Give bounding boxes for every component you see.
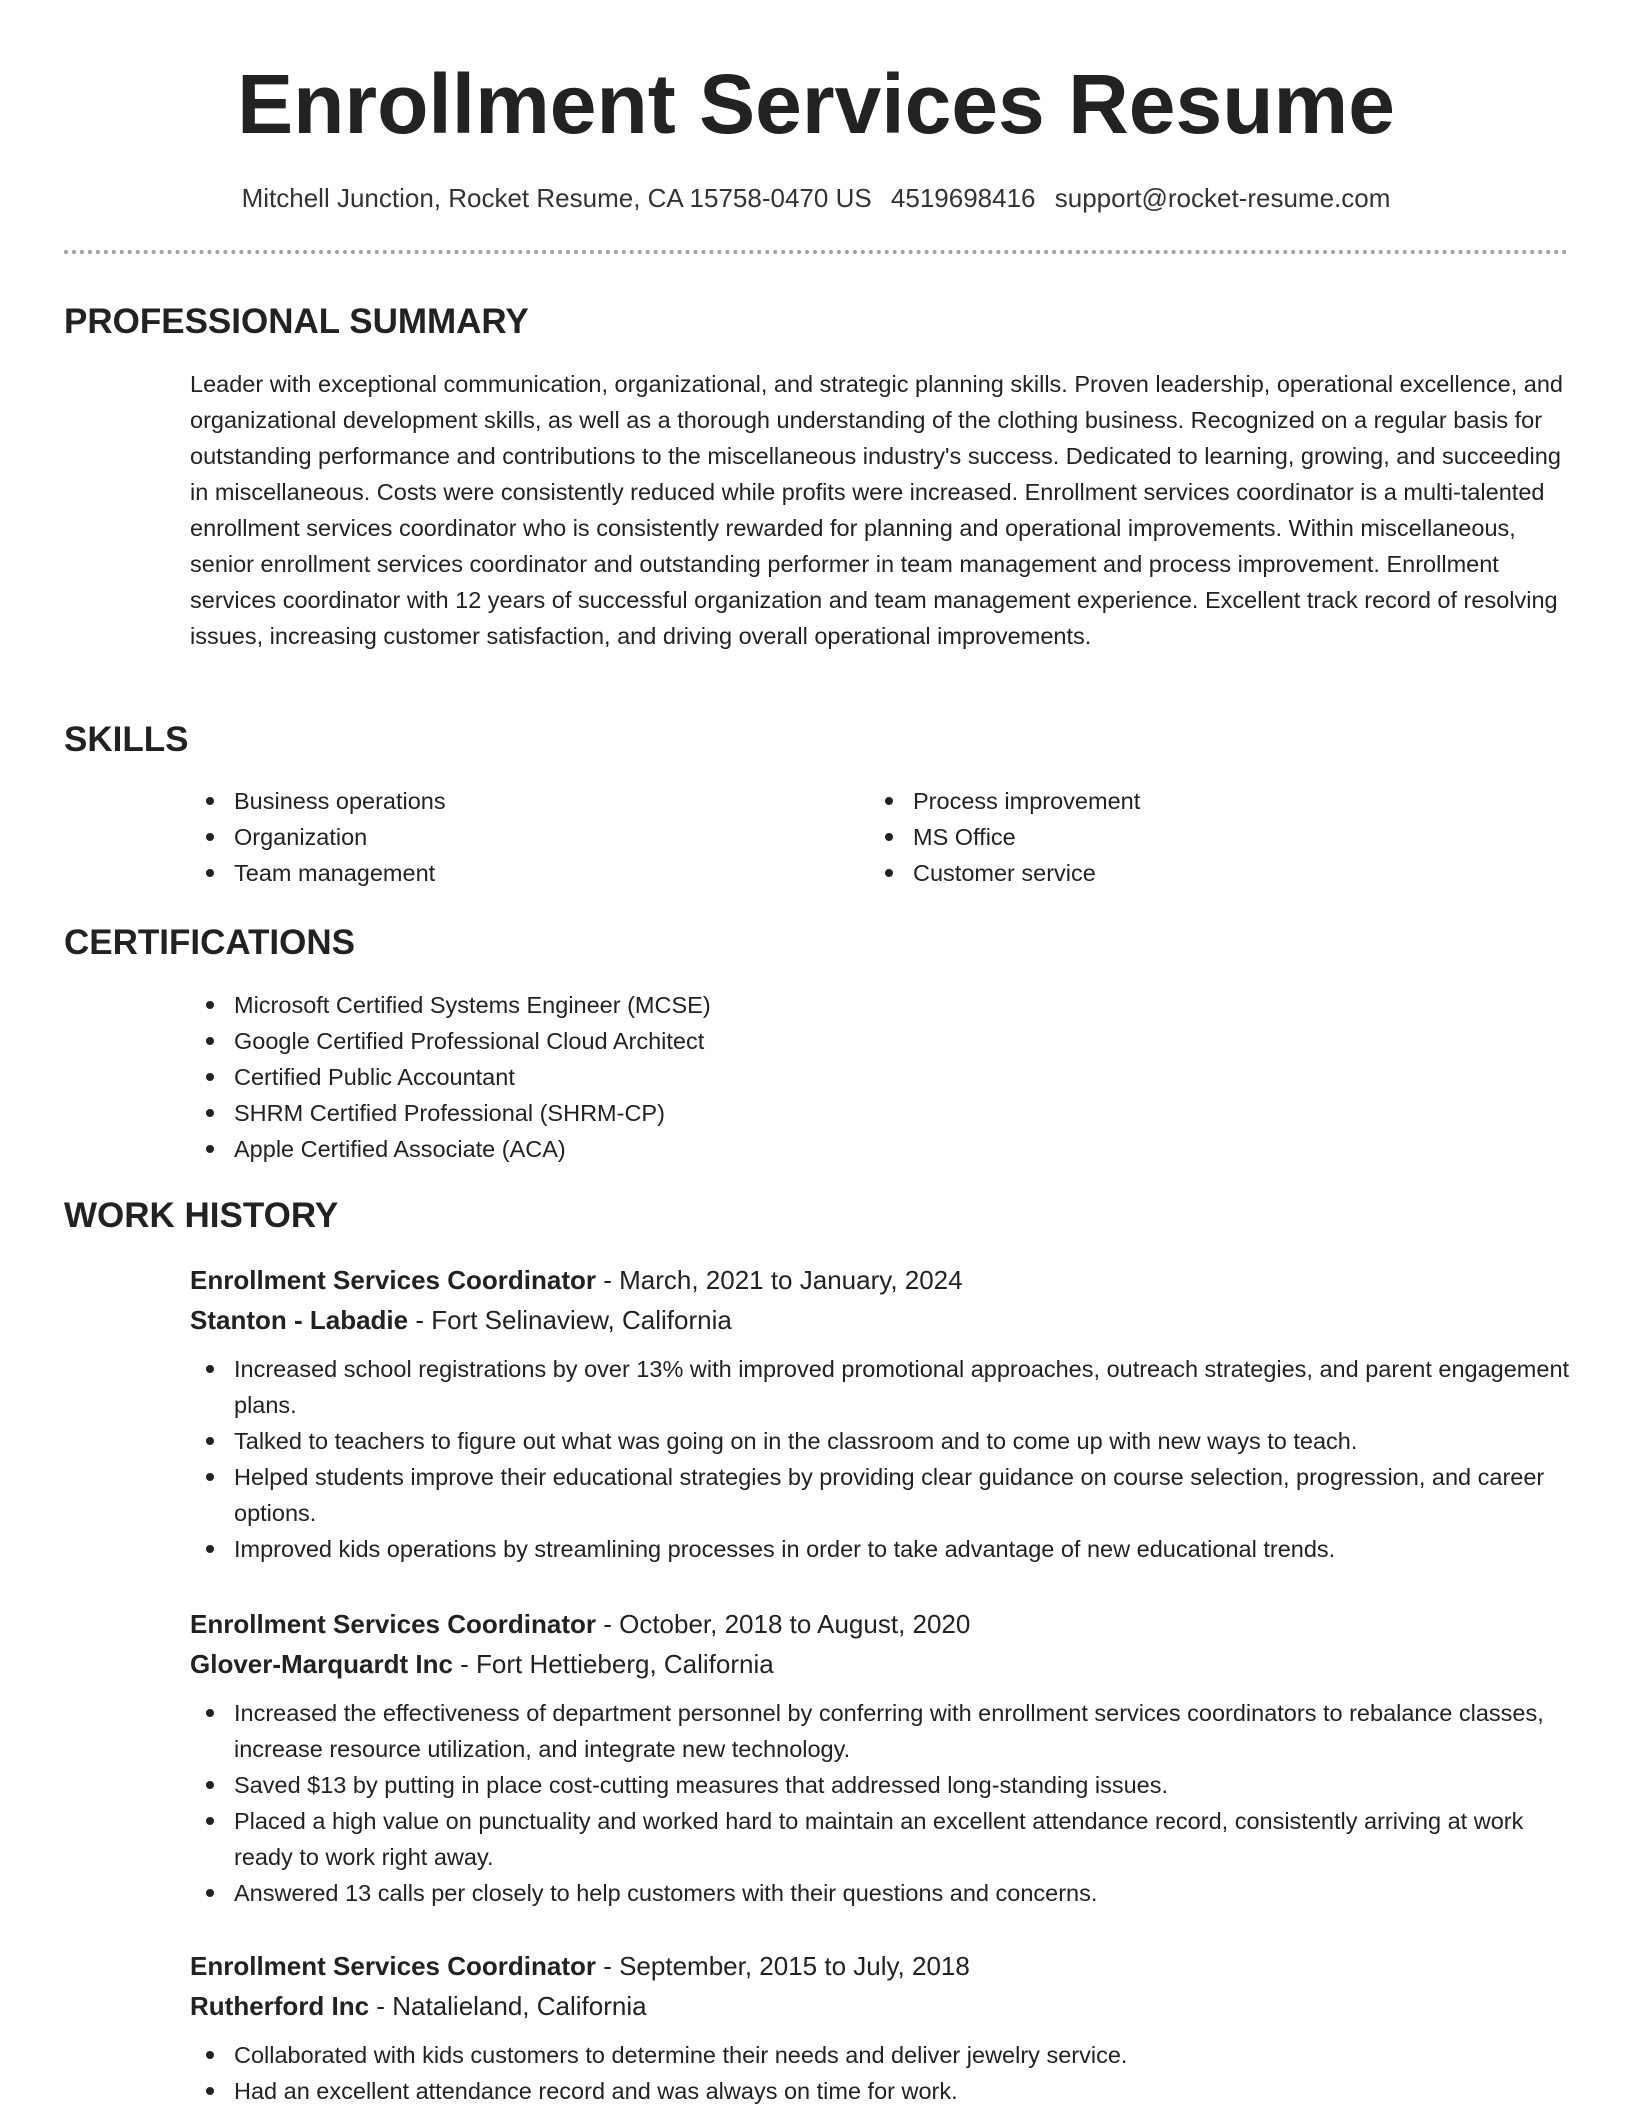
job-bullet: Increased school registrations by over 13% with improved promotional approaches, outreach strategies, and parent engagement plans. (190, 1351, 1570, 1423)
section-title-skills: SKILLS (64, 720, 189, 759)
skills-column-left (190, 783, 830, 891)
job-bullet: Saved $13 by putting in place cost-cutting measures that addressed long-standing issues. (190, 1767, 1570, 1803)
skills-column-right (869, 783, 1509, 891)
job-company: Rutherford Inc (190, 1991, 370, 2021)
job-bullet: Placed a high value on punctuality and worked hard to maintain an excellent attendance record, consistently arriving at work ready to work right away. (190, 1803, 1570, 1875)
job-bullet: Talked to teachers to figure out what was going on in the classroom and to come up with new ways to teach. (190, 1423, 1570, 1459)
contact-line (0, 181, 1632, 215)
certification-item: SHRM Certified Professional (SHRM-CP) (190, 1095, 1290, 1131)
skills-list-right (869, 783, 1509, 891)
job-title: Enrollment Services Coordinator (190, 1265, 596, 1295)
job-bullet: Had an excellent attendance record and was always on time for work. (190, 2073, 1570, 2109)
header-divider (64, 250, 1568, 254)
job-title: Enrollment Services Coordinator (190, 1951, 596, 1981)
job-bullets (190, 2037, 1570, 2109)
certification-item: Apple Certified Associate (ACA) (190, 1131, 1290, 1167)
skills-list-left (190, 783, 830, 891)
resume-title: Enrollment Services Resume (237, 57, 1395, 151)
job-company-line (190, 1300, 1570, 1340)
job-bullets (190, 1351, 1570, 1567)
job-dates: - October, 2018 to August, 2020 (595, 1609, 971, 1639)
job-company: Glover-Marquardt Inc (190, 1649, 453, 1679)
summary-text: Leader with exceptional communication, organizational, and strategic planning skills. Proven leadership, operational excellence, and organizational development skills, as well as a thorough understanding of the clothing business. Recognized on a regular basis for outstanding performance and contributions to the miscellaneous industry's success. Dedicated to learning, growing, and succeeding in miscellaneous. Costs were consistently reduced while profits were increased. Enrollment services coordinator is a multi-talented enrollment services coordinator who is consistently rewarded for planning and operational improvements. Within miscellaneous, senior enrollment services coordinator and outstanding performer in team management and process improvement. Enrollment services coordinator with 12 years of successful organization and team management experience. Excellent track record of resolving issues, increasing customer satisfaction, and driving overall operational improvements. (190, 371, 1563, 649)
job-title-line (190, 1260, 1570, 1300)
skill-item: Organization (190, 819, 830, 855)
skill-item: MS Office (869, 819, 1509, 855)
job-title: Enrollment Services Coordinator (190, 1609, 596, 1639)
job-dates: - September, 2015 to July, 2018 (595, 1951, 970, 1981)
skill-item: Process improvement (869, 783, 1509, 819)
certification-item: Google Certified Professional Cloud Architect (190, 1023, 1290, 1059)
job-bullet: Improved kids operations by streamlining processes in order to take advantage of new educational trends. (190, 1531, 1570, 1567)
certification-item: Microsoft Certified Systems Engineer (MCSE) (190, 987, 1290, 1023)
job-company: Stanton - Labadie (190, 1305, 409, 1335)
job-location: - Fort Selinaview, California (408, 1305, 732, 1335)
job-bullet: Increased the effectiveness of department personnel by conferring with enrollment services coordinators to rebalance classes, increase resource utilization, and integrate new technology. (190, 1695, 1570, 1767)
job-title-line (190, 1604, 1570, 1644)
skill-item: Team management (190, 855, 830, 891)
skill-item: Customer service (869, 855, 1509, 891)
section-title-work-history: WORK HISTORY (64, 1196, 339, 1235)
job-entry (190, 1260, 1570, 1567)
certifications-list (190, 987, 1290, 1167)
job-entry (190, 1604, 1570, 1911)
skill-item: Business operations (190, 783, 830, 819)
certifications-block (190, 987, 1290, 1167)
job-bullets (190, 1695, 1570, 1911)
job-entry (190, 1946, 1570, 2109)
job-bullet: Answered 13 calls per closely to help customers with their questions and concerns. (190, 1875, 1570, 1911)
job-location: - Natalieland, California (369, 1991, 647, 2021)
job-location: - Fort Hettieberg, California (452, 1649, 774, 1679)
job-title-line (190, 1946, 1570, 1986)
section-title-summary: PROFESSIONAL SUMMARY (64, 302, 529, 341)
job-bullet: Helped students improve their educational strategies by providing clear guidance on course selection, progression, and career options. (190, 1459, 1570, 1531)
contact-phone: 4519698416 (890, 183, 1036, 213)
certification-item: Certified Public Accountant (190, 1059, 1290, 1095)
contact-address: Mitchell Junction, Rocket Resume, CA 15758-0470 US (241, 183, 872, 213)
job-bullet: Collaborated with kids customers to determine their needs and deliver jewelry service. (190, 2037, 1570, 2073)
job-company-line (190, 1644, 1570, 1684)
section-title-certifications: CERTIFICATIONS (64, 923, 356, 962)
contact-email: support@rocket-resume.com (1054, 183, 1391, 213)
job-dates: - March, 2021 to January, 2024 (595, 1265, 963, 1295)
job-company-line (190, 1986, 1570, 2026)
